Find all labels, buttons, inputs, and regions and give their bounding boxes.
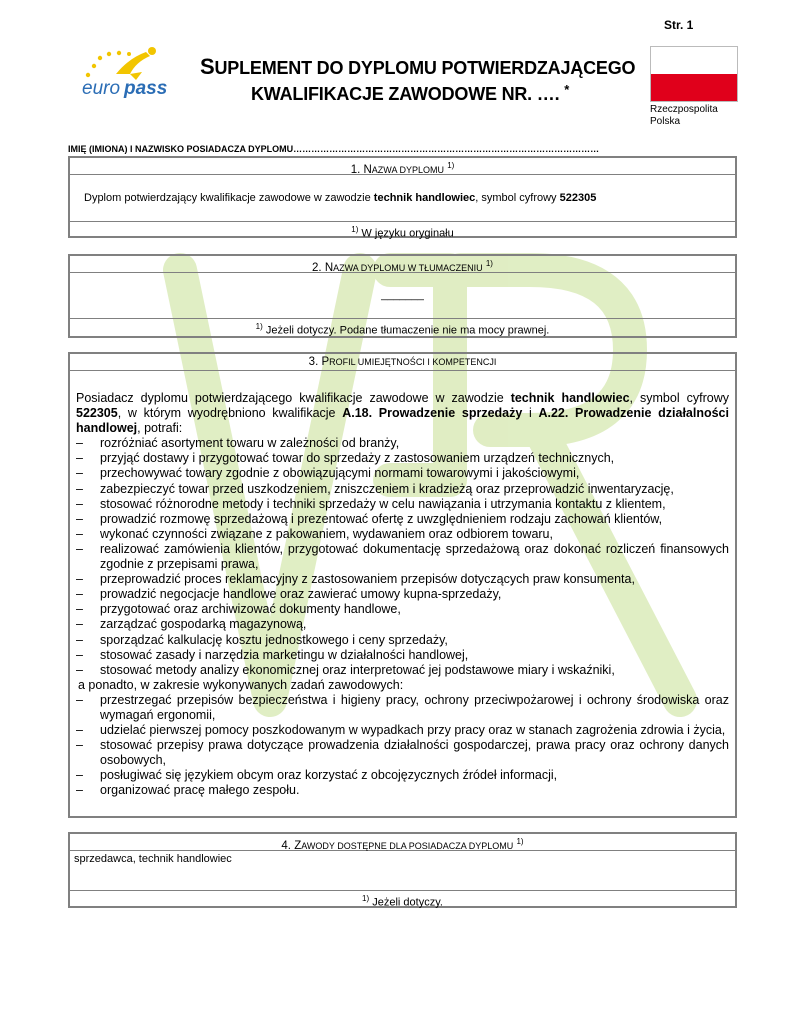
text-span: A.22. Prowadzenie działalności handlowej [76,406,729,436]
text-span: technik handlowiec [510,391,630,405]
text-span: N [363,163,372,176]
text-span: Jeżeli dotyczy. Podane tłumaczenie nie ma mocy prawnej. [262,324,550,337]
logo-text-pass: pass [124,78,168,99]
section-diploma-translation [68,254,737,338]
text-span: 1) [485,259,493,268]
text-span: Posiadacz dyplomu potwierdzającego kwalifikacje zawodowe w zawodzie [76,391,511,405]
text-span: , symbol cyfrowy [629,391,729,405]
section-header [70,354,735,371]
section-diploma-name [68,156,737,238]
text-span: 1) [351,225,359,234]
text-span: N [324,261,334,274]
text-span: Dyplom potwierdzający kwalifikacje zawodowe w zawodzie [84,192,374,204]
text-span: i [522,406,539,421]
section-footnote [70,891,735,907]
text-span: P [321,356,330,368]
list-item: – prowadzić negocjacje handlowe oraz zawierać umowy kupna-sprzedaży, [76,587,729,602]
text-span: 1. [350,163,361,176]
section-header [70,158,735,175]
text-span: AWODY DOSTĘPNE DLA POSIADACZA DYPLOMU [301,840,514,851]
title-asterisk: * [564,82,570,97]
section-footnote [70,222,735,238]
list-item: – rozróżniać asortyment towaru w zależności od branży, [76,436,729,451]
list-item: – stosować przepisy prawa dotyczące prowadzenia działalności gospodarczej, prawa pracy oraz ochrony danych osobowych, [76,738,729,768]
text-span: , symbol cyfrowy [475,192,560,204]
list-item: – przeprowadzić proces reklamacyjny z zastosowaniem przepisów dotyczących praw konsumenta, [76,572,729,587]
text-span: 522305 [559,192,597,204]
text-span: , w którym wyodrębniono kwalifikacje [117,406,343,421]
additional-skills-label: a ponadto, w zakresie wykonywanych zadań zawodowych: [78,677,404,692]
figure-head-icon [148,47,156,55]
section-header [70,834,735,851]
document-title-line1 [200,54,635,80]
text-span: ROFIL UMIEJĘTNOŚCI I KOMPETENCJI [329,357,497,367]
text-span: Jeżeli dotyczy. [369,896,443,909]
section-footnote [70,319,735,335]
text-span: AZWA DYPLOMU [371,164,444,175]
text-span: 1) [447,161,455,170]
list-item: – stosować zasady i narzędzia marketingu w działalności handlowej, [76,648,729,663]
list-item: – zarządzać gospodarką magazynową, [76,617,729,632]
text-span: UPLEMENT DO DYPLOMU POTWIERDZAJĄCEGO [214,58,636,78]
figure-icon [116,52,150,80]
list-item: – wykonać czynności związane z pakowaniem, wydawaniem oraz odbiorem towaru, [76,527,729,542]
page-number: Str. 1 [664,18,694,32]
list-item: – przestrzegać przepisów bezpieczeństwa i higieny pracy, ochrony przeciwpożarowej i ochrony środowiska oraz wymagań ergonomii, [76,693,729,723]
europass-logo [74,44,184,104]
list-item: – stosować różnorodne metody i techniki sprzedaży w celu nawiązania i utrzymania kontaktu z klientem, [76,497,729,512]
list-item: – stosować metody analizy ekonomicznej oraz interpretować jej podstawowe miary i wskaźniki, [76,663,729,678]
text-span: 522305 [76,406,118,421]
text-span: Z [294,839,302,852]
text-span: , potrafi: [137,421,183,436]
skills-intro [76,391,729,436]
list-item: – prowadzić rozmowę sprzedażową i prezentować ofertę z uwzględnieniem rodzaju zachowań klientów, [76,512,729,527]
text-span: 1) [362,894,370,903]
document-title-line2 [251,84,569,105]
text-span: KWALIFIKACJE ZAWODOWE NR. …. [251,84,560,104]
skills-list [76,436,729,678]
holder-name-label: IMIĘ (IMIONA) I NAZWISKO POSIADACZA DYPLOMU………………………………………………………………………………………… [68,144,600,154]
poland-flag [650,46,738,102]
text-span: 4. [281,839,291,852]
translation-value: _______ [70,273,735,319]
section-skills-profile [68,352,737,818]
text-span: W języku oryginału [358,227,454,240]
text-span: 2. [312,261,322,274]
list-item: – przyjąć dostawy i przygotować towar do sprzedaży z zastosowaniem urządzeń technicznych, [76,451,729,466]
text-span: AZWA DYPLOMU W TŁUMACZENIU [333,262,483,273]
list-item: – posługiwać się językiem obcym oraz korzystać z obcojęzycznych źródeł informacji, [76,768,729,783]
list-item: – przygotować oraz archiwizować dokumenty handlowe, [76,602,729,617]
additional-skills-list [76,693,729,799]
text-span: A.18. Prowadzenie sprzedaży [342,406,523,421]
text-span: Polska [650,116,681,127]
logo-text-euro: euro [82,78,121,99]
section-header [70,256,735,273]
occupations-value: sprzedawca, technik handlowiec [70,851,735,891]
list-item: – sporządzać kalkulację kosztu jednostkowego i ceny sprzedaży, [76,633,729,648]
text-span: S [200,54,215,79]
diploma-name-text [70,175,735,222]
skills-body [70,371,735,799]
list-item: – zabezpieczyć towar przed uszkodzeniem, zniszczeniem i kradzieżą oraz przeprowadzić inwentaryzację, [76,482,729,497]
text-span: 1) [255,322,263,331]
list-item: – przechowywać towary zgodnie z obowiązującymi normami towarowymi i jakościowymi, [76,466,729,481]
text-span: Rzeczpospolita [650,104,718,115]
text-span: 3. [308,356,319,368]
section-available-occupations [68,832,737,908]
country-name [650,104,718,128]
list-item: – udzielać pierwszej pomocy poszkodowanym w wypadkach przy pracy oraz w stanach zagrożenia zdrowia i życia, [76,723,729,738]
text-span: 1) [516,837,524,846]
text-span: technik handlowiec [373,192,476,204]
list-item: – realizować zamówienia klientów, przygotować dokumentację sprzedażową oraz dokonać rozliczeń finansowych zgodnie z przepisami prawa, [76,542,729,572]
list-item: – organizować pracę małego zespołu. [76,783,729,798]
